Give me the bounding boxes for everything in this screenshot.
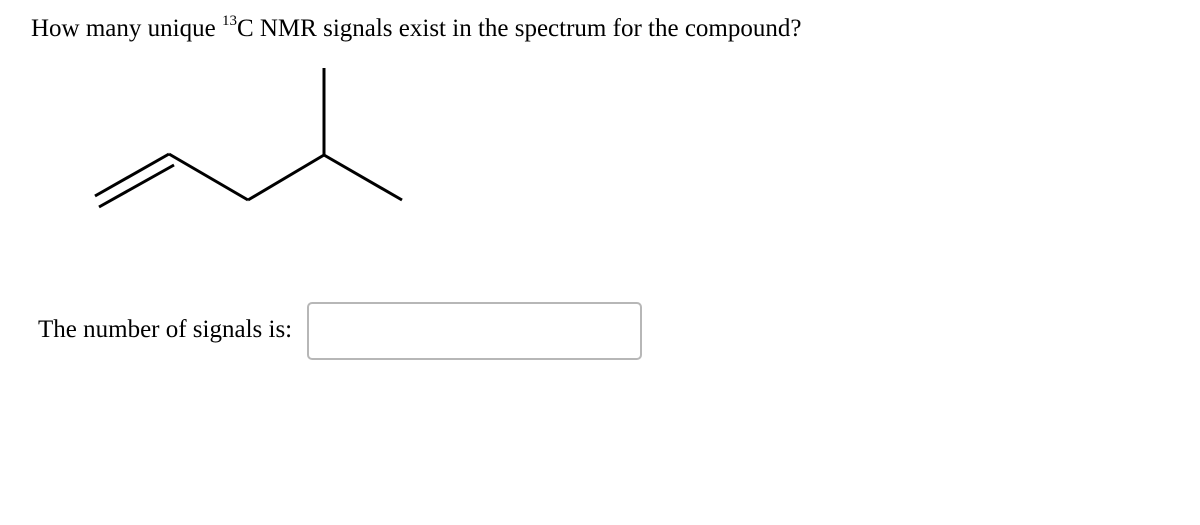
isotope-superscript: 13 xyxy=(221,13,237,29)
number-of-signals-input[interactable] xyxy=(307,302,642,360)
answer-row xyxy=(38,302,292,362)
molecule-structure-icon xyxy=(0,0,1200,260)
answer-label: The number of signals is: xyxy=(38,316,293,343)
bond-line-c3-c4 xyxy=(248,155,324,200)
bond-line-c2-c3 xyxy=(169,154,248,200)
question-suffix: C NMR signals exist in the spectrum for the compound? xyxy=(236,15,802,42)
question-prefix: How many unique xyxy=(31,15,222,42)
bond-line-methyl-terminal xyxy=(324,155,402,200)
